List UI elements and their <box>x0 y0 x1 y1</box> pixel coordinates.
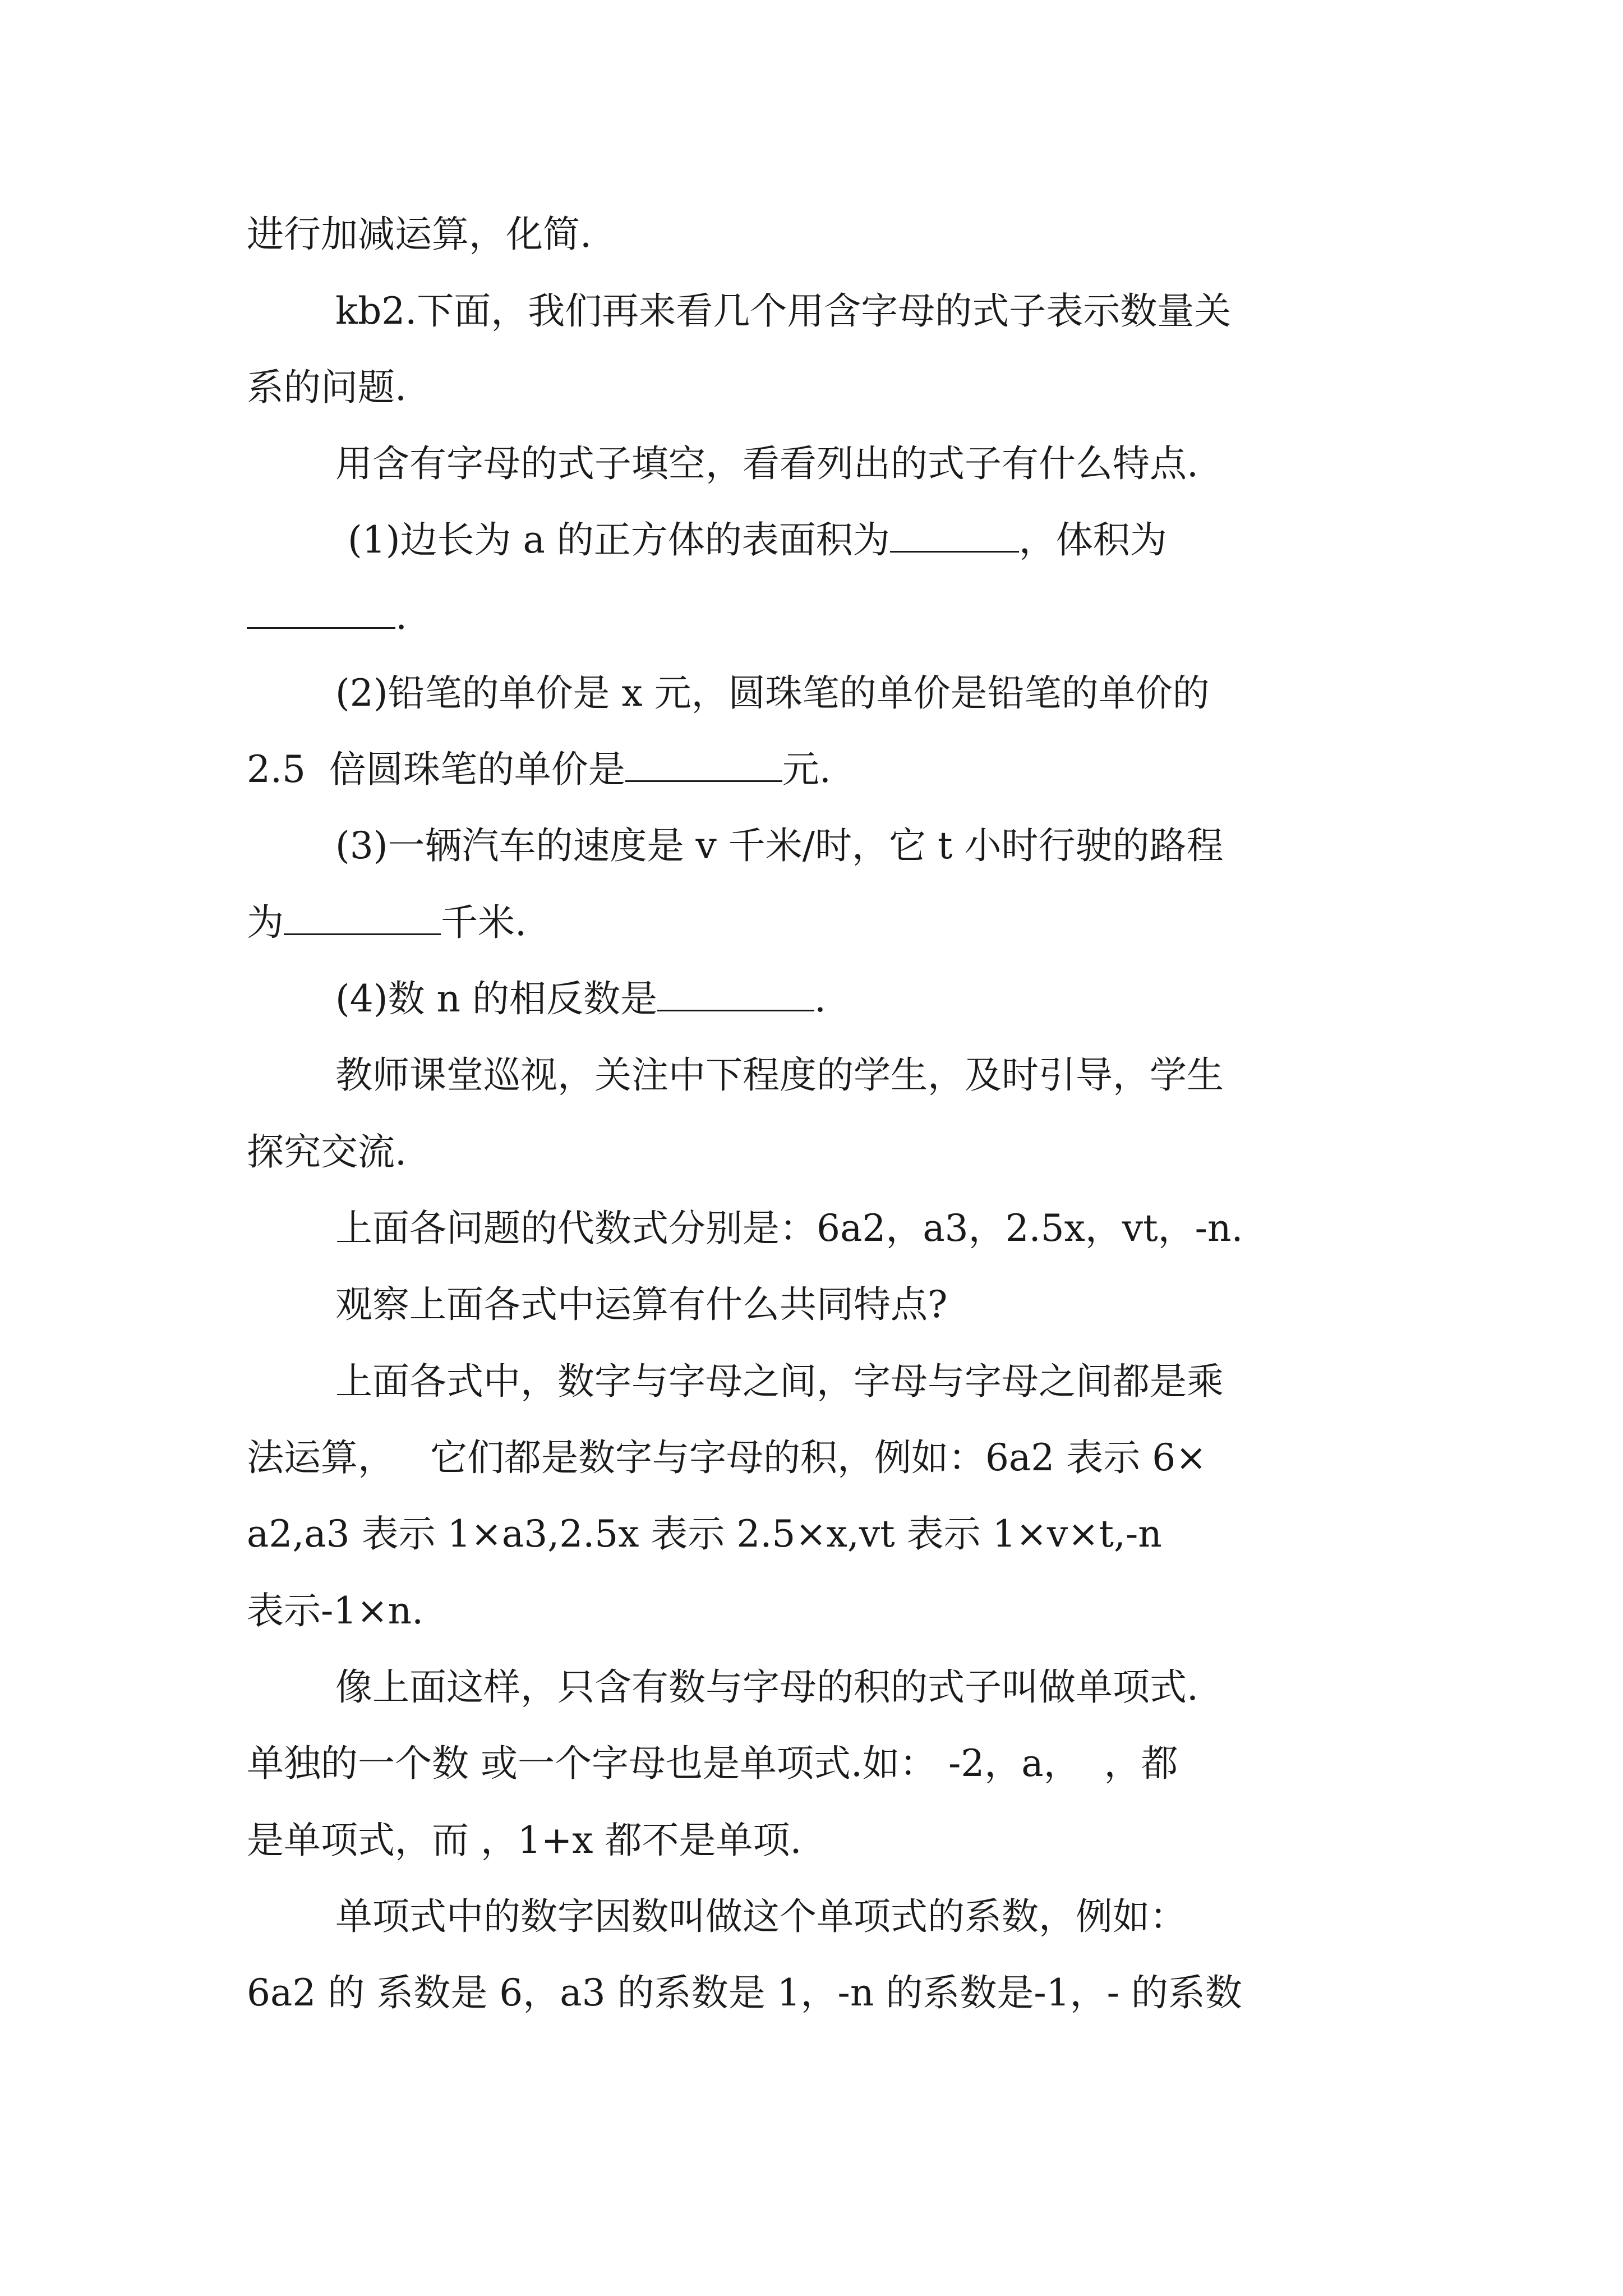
text-line-coefficient: 单项式中的数字因数叫做这个单项式的系数，例如： <box>335 1895 1187 1938</box>
text-line-monomial-def: 像上面这样，只含有数与字母的积的式子叫做单项式. <box>335 1665 1198 1709</box>
text-line-4: 用含有字母的式子填空，看看列出的式子有什么特点. <box>335 442 1198 485</box>
opposite-number-blank <box>657 978 814 1011</box>
question-1-period: . <box>395 595 407 638</box>
question-4-text: (4)数 n 的相反数是 <box>335 977 657 1020</box>
question-1-continuation <box>247 591 407 642</box>
text-line-3: 系的问题. <box>247 366 407 409</box>
question-3-text: 为 <box>247 901 284 944</box>
question-3-line: (3)一辆汽车的速度是 v 千米/时，它 t 小时行驶的路程 <box>335 824 1224 867</box>
question-4-period: . <box>814 977 826 1020</box>
text-line-multiplication-4: 表示-1×n. <box>247 1589 424 1632</box>
text-line-multiplication-2: 法运算， 它们都是数字与字母的积，例如：6a2 表示 6× <box>247 1436 1207 1479</box>
text-line-monomial-def-3: 是单项式，而 ，1+x 都不是单项. <box>247 1819 802 1862</box>
text-line-teacher-cont: 探究交流. <box>247 1130 407 1174</box>
question-2-line: (2)铅笔的单价是 x 元，圆珠笔的单价是铅笔的单价的 <box>335 671 1210 715</box>
text-line-multiplication: 上面各式中，数字与字母之间，字母与字母之间都是乘 <box>335 1360 1224 1403</box>
text-line-monomial-def-2: 单独的一个数 或一个字母也是单项式.如： -2，a， ，都 <box>247 1742 1178 1785</box>
question-1-volume-text: ，体积为 <box>1018 518 1167 562</box>
question-3-unit: 千米. <box>441 901 527 944</box>
question-4-line <box>335 974 826 1024</box>
pen-price-blank <box>625 749 782 782</box>
question-2-text: 2.5 倍圆珠笔的单价是 <box>247 748 625 791</box>
question-2-unit: 元. <box>782 748 831 791</box>
question-1-text: (1)边长为 a 的正方体的表面积为 <box>348 518 890 562</box>
surface-area-blank <box>890 519 1019 553</box>
text-line-observe: 观察上面各式中运算有什么共同特点? <box>335 1283 948 1326</box>
text-line-expressions: 上面各问题的代数式分别是：6a2，a3，2.5x，vt，-n. <box>335 1207 1243 1250</box>
distance-blank <box>284 902 441 935</box>
question-3-continuation <box>247 898 527 948</box>
text-line-teacher: 教师课堂巡视，关注中下程度的学生，及时引导，学生 <box>335 1053 1224 1097</box>
text-line-2: kb2.下面，我们再来看几个用含字母的式子表示数量关 <box>335 289 1232 333</box>
text-line-1: 进行加减运算，化简. <box>247 213 592 256</box>
volume-blank <box>247 596 395 629</box>
text-line-coefficient-2: 6a2 的 系数是 6，a3 的系数是 1，-n 的系数是-1，- 的系数 <box>247 1971 1242 2014</box>
question-1-line <box>348 515 1167 565</box>
text-line-multiplication-3: a2,a3 表示 1×a3,2.5x 表示 2.5×x,vt 表示 1×v×t,-n <box>247 1512 1162 1556</box>
question-2-continuation <box>247 744 831 795</box>
